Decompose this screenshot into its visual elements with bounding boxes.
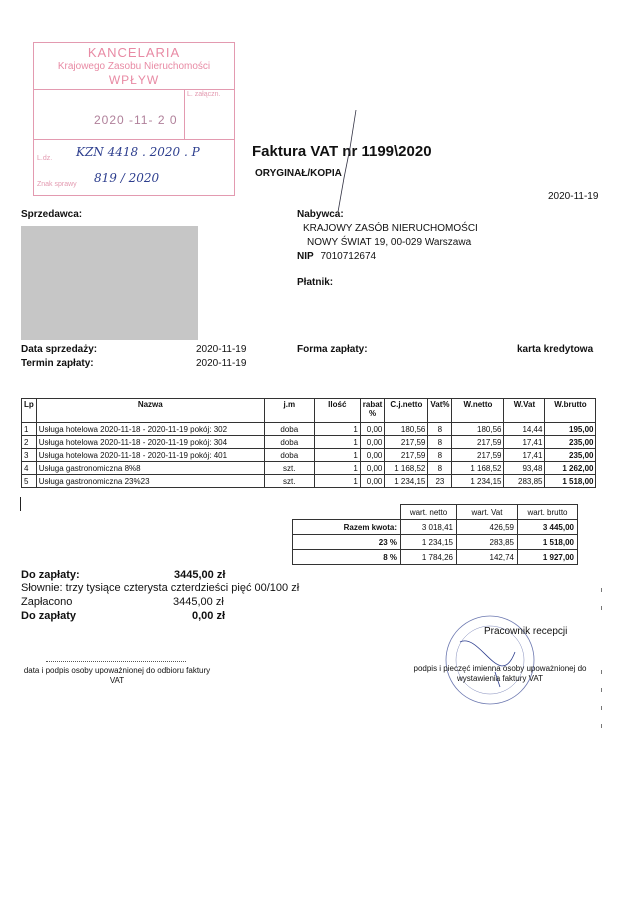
to-pay-label: Do zapłaty: <box>21 569 80 581</box>
col-header: Lp <box>22 399 37 423</box>
summary-header-row <box>293 505 578 520</box>
col-header: W.netto <box>452 399 504 423</box>
cell-name: Usługa hotelowa 2020-11-18 - 2020-11-19 pokój: 302 <box>36 423 264 436</box>
summary-net: 1 234,15 <box>401 535 457 550</box>
stamp-line-1: KANCELARIA <box>87 45 181 60</box>
buyer-label: Nabywca: <box>297 209 344 220</box>
stamp-ldz-value: KZN 4418 . 2020 . P <box>76 145 200 159</box>
stamp-date: 2020 -11- 2 0 <box>94 113 178 127</box>
col-header: rabat % <box>360 399 385 423</box>
summary-vat: 142,74 <box>457 550 518 565</box>
table-row <box>22 475 596 488</box>
due-date-label: Termin zapłaty: <box>21 358 94 369</box>
summary-vat: 426,59 <box>457 520 518 535</box>
cell-name: Usługa gastronomiczna 23%23 <box>36 475 264 488</box>
cell-vat: 17,41 <box>504 436 545 449</box>
cell-gross: 1 262,00 <box>545 462 596 475</box>
buyer-nip-label: NIP <box>297 251 314 262</box>
cell-qty: 1 <box>314 423 360 436</box>
summary-gross: 3 445,00 <box>518 520 578 535</box>
to-pay-value: 3445,00 zł <box>174 569 226 581</box>
items-table-header <box>22 399 596 423</box>
copy-label: ORYGINAŁ/KOPIA <box>255 168 342 179</box>
cell-unit: doba <box>264 423 314 436</box>
redacted-seller-block <box>21 226 198 340</box>
summary-table <box>292 504 578 565</box>
margin-mark <box>20 497 21 511</box>
payer-label: Płatnik: <box>297 277 334 288</box>
col-header: j.m <box>264 399 314 423</box>
paid-value: 3445,00 zł <box>173 596 224 608</box>
signature-caption-left: data i podpis osoby upoważnionej do odbioru faktury VAT <box>23 666 211 685</box>
stamp-line-3: WPŁYW <box>108 73 160 87</box>
cell-unit-net: 217,59 <box>385 436 428 449</box>
cell-discount: 0,00 <box>360 462 385 475</box>
buyer-nip: 7010712674 <box>320 251 377 262</box>
cell-unit-net: 217,59 <box>385 449 428 462</box>
cell-net: 1 234,15 <box>452 475 504 488</box>
cell-vat: 283,85 <box>504 475 545 488</box>
cell-net: 217,59 <box>452 449 504 462</box>
remaining-label: Do zapłaty <box>21 610 77 622</box>
payment-method-label: Forma zapłaty: <box>297 344 368 355</box>
cell-unit: doba <box>264 436 314 449</box>
summary-row <box>293 550 578 565</box>
summary-header: wart. Vat <box>457 505 518 520</box>
col-header: Vat% <box>428 399 452 423</box>
signature-caption-right: podpis i pieczęć imienna osoby upoważnionej do wystawienia faktury VAT <box>413 664 587 683</box>
margin-dots <box>601 580 602 728</box>
table-row <box>22 423 596 436</box>
cell-unit: szt. <box>264 475 314 488</box>
cell-lp: 3 <box>22 449 37 462</box>
stamp-line-2: Krajowego Zasobu Nieruchomości <box>57 61 211 72</box>
cell-gross: 1 518,00 <box>545 475 596 488</box>
cell-unit-net: 1 234,15 <box>385 475 428 488</box>
cell-unit-net: 180,56 <box>385 423 428 436</box>
summary-vat: 283,85 <box>457 535 518 550</box>
table-row <box>22 449 596 462</box>
cell-vat: 14,44 <box>504 423 545 436</box>
summary-row <box>293 535 578 550</box>
col-header: Nazwa <box>36 399 264 423</box>
pen-stroke-icon <box>320 108 360 218</box>
remaining-value: 0,00 zł <box>192 610 226 622</box>
cell-discount: 0,00 <box>360 436 385 449</box>
cell-qty: 1 <box>314 475 360 488</box>
cell-name: Usługa hotelowa 2020-11-18 - 2020-11-19 pokój: 401 <box>36 449 264 462</box>
summary-gross: 1 518,00 <box>518 535 578 550</box>
cell-name: Usługa gastronomiczna 8%8 <box>36 462 264 475</box>
summary-label: 23 % <box>293 535 401 550</box>
sale-date-value: 2020-11-19 <box>196 344 247 355</box>
stamp-ldz-label: L.dz. <box>37 155 53 162</box>
cell-lp: 1 <box>22 423 37 436</box>
summary-header: wart. netto <box>401 505 457 520</box>
cell-vat: 17,41 <box>504 449 545 462</box>
invoice-date: 2020-11-19 <box>548 191 599 202</box>
due-date-value: 2020-11-19 <box>196 358 247 369</box>
table-row <box>22 462 596 475</box>
stamp-case-label: Znak sprawy <box>37 181 77 188</box>
cell-vat-rate: 8 <box>428 462 452 475</box>
cell-name: Usługa hotelowa 2020-11-18 - 2020-11-19 pokój: 304 <box>36 436 264 449</box>
seller-label: Sprzedawca: <box>21 209 83 220</box>
cell-unit: doba <box>264 449 314 462</box>
cell-unit-net: 1 168,52 <box>385 462 428 475</box>
stamp-attachments-label: L. załączn. <box>187 91 221 98</box>
cell-net: 217,59 <box>452 436 504 449</box>
summary-net: 3 018,41 <box>401 520 457 535</box>
invoice-title: Faktura VAT nr 1199\2020 <box>252 143 432 160</box>
cell-net: 180,56 <box>452 423 504 436</box>
amount-in-words: Słownie: trzy tysiące czterysta czterdzieści pięć 00/100 zł <box>21 582 300 594</box>
buyer-address: NOWY ŚWIAT 19, 00-029 Warszawa <box>307 237 472 248</box>
paid-label: Zapłacono <box>21 596 73 608</box>
cell-gross: 235,00 <box>545 436 596 449</box>
cell-vat-rate: 8 <box>428 436 452 449</box>
cell-qty: 1 <box>314 436 360 449</box>
summary-header: wart. brutto <box>518 505 578 520</box>
cell-lp: 4 <box>22 462 37 475</box>
cell-unit: szt. <box>264 462 314 475</box>
table-row <box>22 436 596 449</box>
signature-line-left <box>46 661 186 662</box>
col-header: Ilość <box>314 399 360 423</box>
cell-discount: 0,00 <box>360 475 385 488</box>
cell-vat: 93,48 <box>504 462 545 475</box>
cell-discount: 0,00 <box>360 449 385 462</box>
cell-gross: 235,00 <box>545 449 596 462</box>
col-header: W.brutto <box>545 399 596 423</box>
cell-net: 1 168,52 <box>452 462 504 475</box>
cell-vat-rate: 8 <box>428 449 452 462</box>
summary-label: Razem kwota: <box>293 520 401 535</box>
summary-label: 8 % <box>293 550 401 565</box>
cell-discount: 0,00 <box>360 423 385 436</box>
summary-net: 1 784,26 <box>401 550 457 565</box>
sale-date-label: Data sprzedaży: <box>21 344 98 355</box>
cell-vat-rate: 23 <box>428 475 452 488</box>
col-header: C.j.netto <box>385 399 428 423</box>
cell-qty: 1 <box>314 462 360 475</box>
reception-stamp-text: Pracownik recepcji <box>484 626 568 637</box>
payment-method-value: karta kredytowa <box>517 344 594 355</box>
summary-row <box>293 520 578 535</box>
items-table <box>21 398 596 488</box>
buyer-name: KRAJOWY ZASÓB NIERUCHOMOŚCI <box>303 223 478 234</box>
cell-lp: 5 <box>22 475 37 488</box>
incoming-stamp <box>33 42 235 196</box>
cell-vat-rate: 8 <box>428 423 452 436</box>
cell-qty: 1 <box>314 449 360 462</box>
summary-gross: 1 927,00 <box>518 550 578 565</box>
col-header: W.Vat <box>504 399 545 423</box>
stamp-case-value: 819 / 2020 <box>94 171 160 185</box>
cell-gross: 195,00 <box>545 423 596 436</box>
cell-lp: 2 <box>22 436 37 449</box>
